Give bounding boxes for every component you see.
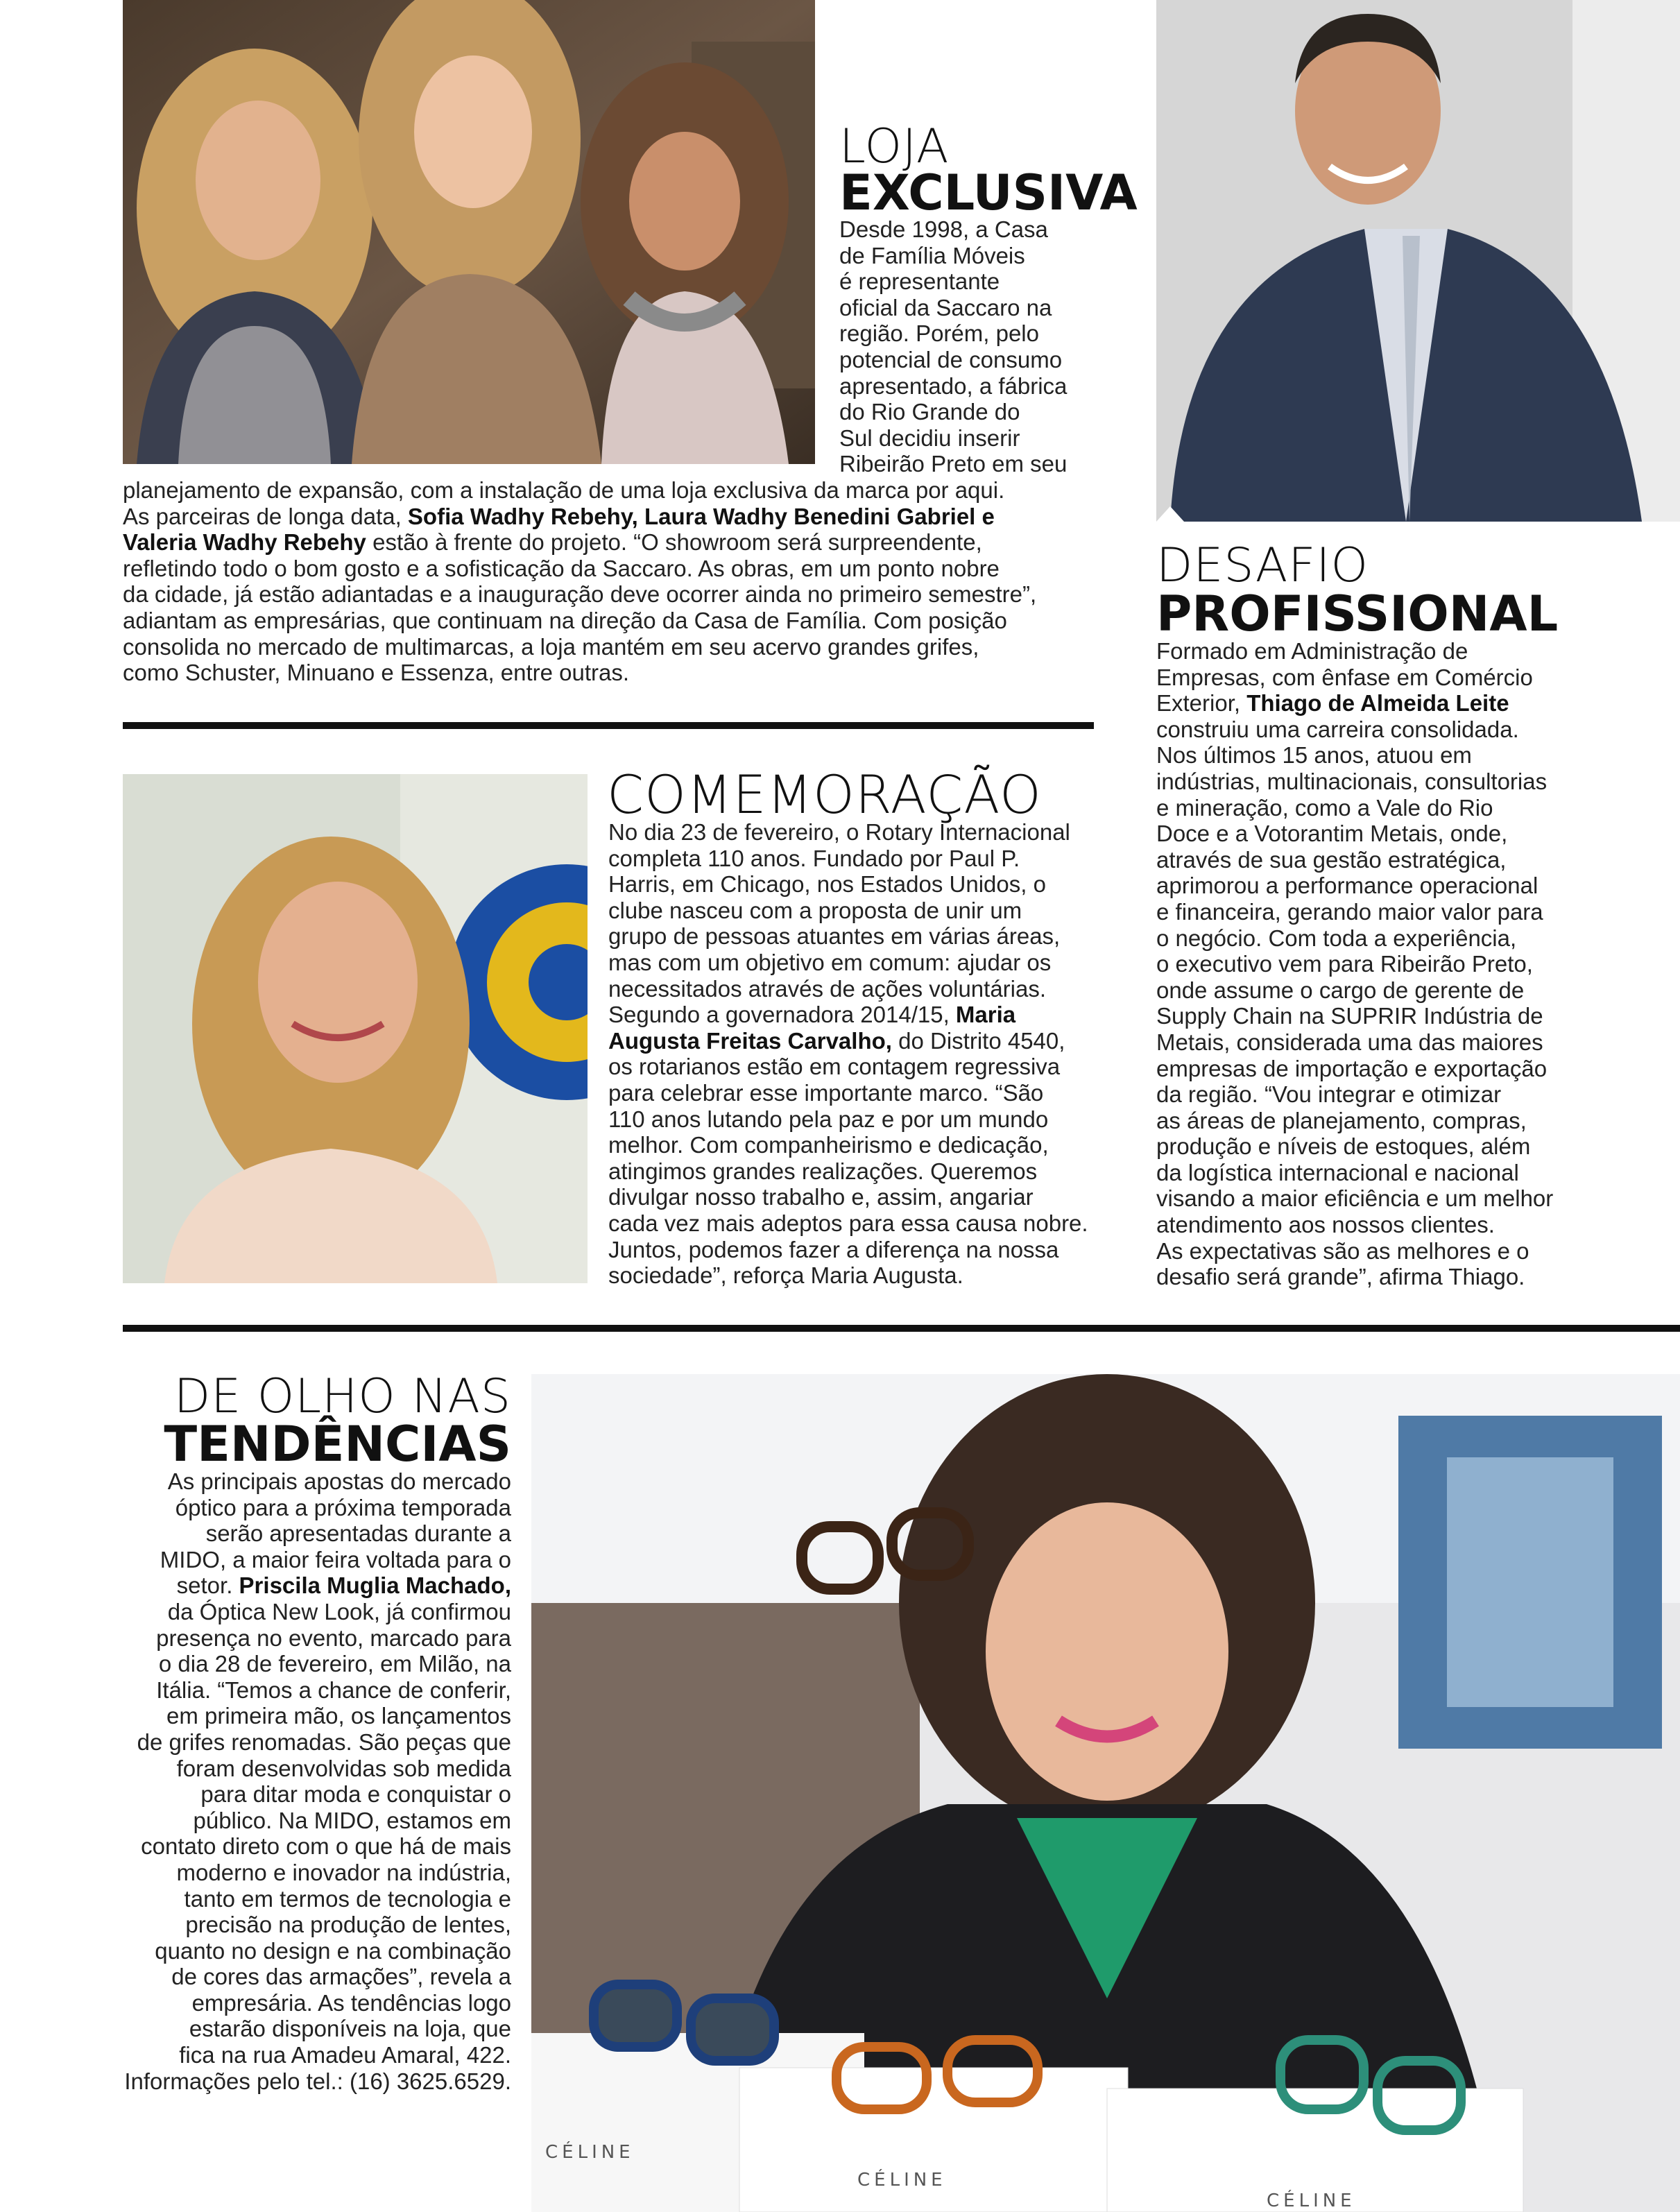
bold-names: Sofia Wadhy Rebehy, Laura Wadhy Benedini Gabriel e bbox=[407, 503, 995, 529]
photo-maria-augusta bbox=[123, 774, 588, 1283]
text-line bbox=[123, 529, 1094, 556]
loja-kicker: LOJA bbox=[839, 119, 950, 174]
text-line: público. Na MIDO, estamos em bbox=[193, 1807, 511, 1833]
text-line: e mineração, como a Vale do Rio bbox=[1156, 794, 1493, 821]
text-line bbox=[608, 1028, 1108, 1054]
text-line: adiantam as empresárias, que continuam na direção da Casa de Família. Com posição bbox=[123, 607, 1007, 633]
text-line: estarão disponíveis na loja, que bbox=[189, 2016, 511, 2042]
comemoracao-title: COMEMORAÇÃO bbox=[607, 764, 1042, 825]
desafio-text bbox=[1156, 638, 1572, 1290]
text-line: os rotarianos estão em contagem regressiva bbox=[608, 1054, 1061, 1080]
desafio-kicker: DESAFIO bbox=[1156, 538, 1369, 593]
comemoracao-text bbox=[608, 819, 1108, 1289]
text-line: empresária. As tendências logo bbox=[191, 1989, 511, 2016]
text-line: presença no evento, marcado para bbox=[156, 1624, 511, 1651]
text-line: mas com um objetivo em comum: ajudar os bbox=[608, 949, 1052, 975]
text-line: No dia 23 de fevereiro, o Rotary Internacional bbox=[608, 819, 1070, 845]
text-line bbox=[608, 1002, 1108, 1028]
text-line: Sul decidiu inserir bbox=[839, 425, 1020, 451]
loja-wide-text bbox=[123, 477, 1094, 686]
text-run: do Distrito 4540, bbox=[891, 1027, 1065, 1054]
text-line: apresentado, a fábrica bbox=[839, 372, 1068, 399]
text-line: Juntos, podemos fazer a diferença na nossa bbox=[608, 1236, 1059, 1262]
text-line: Doce e a Votorantim Metais, onde, bbox=[1156, 821, 1508, 847]
text-line: 110 anos lutando pela paz e por um mundo bbox=[608, 1106, 1049, 1132]
text-line: em primeira mão, os lançamentos bbox=[166, 1703, 511, 1729]
text-line bbox=[83, 1572, 511, 1599]
text-run: As parceiras de longa data, bbox=[123, 503, 408, 529]
text-line: o executivo vem para Ribeirão Preto, bbox=[1156, 951, 1533, 977]
text-line: fica na rua Amadeu Amaral, 422. bbox=[179, 2042, 511, 2068]
text-line: Empresas, com ênfase em Comércio bbox=[1156, 664, 1533, 690]
text-line: Supply Chain na SUPRIR Indústria de bbox=[1156, 1003, 1543, 1029]
text-line: completa 110 anos. Fundado por Paul P. bbox=[608, 845, 1020, 871]
text-line: Itália. “Temos a chance de conferir, bbox=[156, 1677, 511, 1703]
text-line: cada vez mais adeptos para essa causa nobre. bbox=[608, 1210, 1088, 1236]
text-line: produção e níveis de estoques, além bbox=[1156, 1133, 1531, 1160]
text-line: tanto em termos de tecnologia e bbox=[184, 1885, 511, 1912]
text-line: óptico para a próxima temporada bbox=[175, 1494, 511, 1520]
text-line: Harris, em Chicago, nos Estados Unidos, o bbox=[608, 871, 1046, 898]
text-line: onde assume o cargo de gerente de bbox=[1156, 977, 1525, 1003]
text-line: Ribeirão Preto em seu bbox=[839, 451, 1068, 477]
text-line: consolida no mercado de multimarcas, a loja mantém em seu acervo grandes grifes, bbox=[123, 633, 979, 660]
text-line: moderno e inovador na indústria, bbox=[176, 1859, 511, 1885]
bold-name: Thiago de Almeida Leite bbox=[1246, 690, 1509, 717]
text-line: como Schuster, Minuano e Essenza, entre outras. bbox=[123, 660, 630, 686]
text-line: As expectativas são as melhores e o bbox=[1156, 1237, 1529, 1264]
text-line: Formado em Administração de bbox=[1156, 638, 1468, 664]
tendencias-title: TENDÊNCIAS bbox=[164, 1416, 511, 1473]
text-line bbox=[1156, 690, 1572, 717]
photo-three-women bbox=[123, 0, 815, 464]
bold-name: Maria bbox=[955, 1002, 1016, 1028]
text-line: de cores das armações”, revela a bbox=[171, 1964, 511, 1990]
text-line: da Óptica New Look, já confirmou bbox=[167, 1598, 511, 1624]
text-line: Nos últimos 15 anos, atuou em bbox=[1156, 742, 1472, 769]
text-line: Informações pelo tel.: (16) 3625.6529. bbox=[124, 2068, 511, 2094]
text-run: estão à frente do projeto. “O showroom será surpreendente, bbox=[366, 529, 982, 556]
text-line: grupo de pessoas atuantes em várias áreas, bbox=[608, 923, 1061, 950]
text-line: aprimorou a performance operacional bbox=[1156, 873, 1538, 899]
text-line: MIDO, a maior feira voltada para o bbox=[160, 1546, 511, 1572]
text-line: necessitados através de ações voluntárias. bbox=[608, 975, 1047, 1002]
text-line: As principais apostas do mercado bbox=[167, 1468, 511, 1494]
text-run: Exterior, bbox=[1156, 690, 1247, 717]
text-line: oficial da Saccaro na bbox=[839, 294, 1052, 320]
text-run: setor. bbox=[176, 1572, 239, 1599]
text-line: foram desenvolvidas sob medida bbox=[176, 1755, 511, 1781]
text-line: precisão na produção de lentes, bbox=[185, 1912, 511, 1938]
text-line: construiu uma carreira consolidada. bbox=[1156, 716, 1519, 742]
text-line: atendimento aos nossos clientes. bbox=[1156, 1212, 1495, 1238]
section-divider bbox=[123, 722, 1094, 729]
text-line: serão apresentadas durante a bbox=[205, 1520, 511, 1547]
text-line: é representante bbox=[839, 268, 1000, 295]
text-line: para ditar moda e conquistar o bbox=[200, 1781, 511, 1808]
text-line: atingimos grandes realizações. Queremos bbox=[608, 1158, 1038, 1184]
text-line: potencial de consumo bbox=[839, 346, 1063, 372]
text-line: da cidade, já estão adiantadas e a inauguração deve ocorrer ainda no primeiro semestre”, bbox=[123, 581, 1037, 608]
text-line: Desde 1998, a Casa bbox=[839, 216, 1048, 242]
text-line: melhor. Com companheirismo e dedicação, bbox=[608, 1132, 1049, 1158]
loja-title: EXCLUSIVA bbox=[839, 164, 1138, 221]
text-line: divulgar nosso trabalho e, assim, angariar bbox=[608, 1184, 1034, 1210]
text-line: da região. “Vou integrar e otimizar bbox=[1156, 1081, 1502, 1108]
text-line: quanto no design e na combinação bbox=[155, 1937, 511, 1964]
text-line: visando a maior eficiência e um melhor bbox=[1156, 1185, 1554, 1212]
loja-narrow-text bbox=[839, 216, 1089, 477]
text-line: da logística internacional e nacional bbox=[1156, 1159, 1519, 1185]
text-line: de Família Móveis bbox=[839, 242, 1025, 268]
tendencias-text bbox=[83, 1468, 511, 2094]
photo-priscila bbox=[531, 1374, 1680, 2212]
text-line: sociedade”, reforça Maria Augusta. bbox=[608, 1262, 963, 1289]
celine-label-3: CÉLINE bbox=[1267, 2190, 1356, 2211]
text-line: planejamento de expansão, com a instalação de uma loja exclusiva da marca por aqui. bbox=[123, 477, 1005, 503]
text-line: refletindo todo o bom gosto e a sofisticação da Saccaro. As obras, em um ponto nobre bbox=[123, 555, 1000, 581]
text-run: Segundo a governadora 2014/15, bbox=[608, 1002, 956, 1028]
text-line: as áreas de planejamento, compras, bbox=[1156, 1107, 1527, 1133]
bold-name: Priscila Muglia Machado, bbox=[239, 1572, 511, 1599]
section-divider bbox=[123, 1325, 1680, 1332]
text-line: o dia 28 de fevereiro, em Milão, na bbox=[158, 1651, 511, 1677]
bold-name: Augusta Freitas Carvalho, bbox=[608, 1027, 892, 1054]
text-line: e financeira, gerando maior valor para bbox=[1156, 898, 1543, 925]
text-line: clube nasceu com a proposta de unir um bbox=[608, 897, 1022, 923]
text-line: do Rio Grande do bbox=[839, 399, 1020, 425]
text-line: indústrias, multinacionais, consultorias bbox=[1156, 768, 1548, 794]
text-line: contato direto com o que há de mais bbox=[141, 1833, 511, 1860]
tendencias-kicker: DE OLHO NAS bbox=[173, 1369, 511, 1424]
bold-names: Valeria Wadhy Rebehy bbox=[123, 529, 366, 556]
celine-label-2: CÉLINE bbox=[857, 2170, 947, 2190]
text-line: empresas de importação e exportação bbox=[1156, 1055, 1548, 1081]
celine-label-1: CÉLINE bbox=[545, 2142, 635, 2163]
text-line: através de sua gestão estratégica, bbox=[1156, 846, 1507, 873]
text-line bbox=[123, 504, 1094, 530]
text-line: região. Porém, pelo bbox=[839, 320, 1039, 347]
text-line: o negócio. Com toda a experiência, bbox=[1156, 925, 1517, 951]
text-line: para celebrar esse importante marco. “São bbox=[608, 1079, 1044, 1106]
photo-thiago bbox=[1156, 0, 1680, 522]
text-line: desafio será grande”, afirma Thiago. bbox=[1156, 1264, 1525, 1290]
desafio-title: PROFISSIONAL bbox=[1156, 585, 1559, 642]
text-line: Metais, considerada uma das maiores bbox=[1156, 1029, 1543, 1055]
text-line: de grifes renomadas. São peças que bbox=[137, 1729, 511, 1755]
